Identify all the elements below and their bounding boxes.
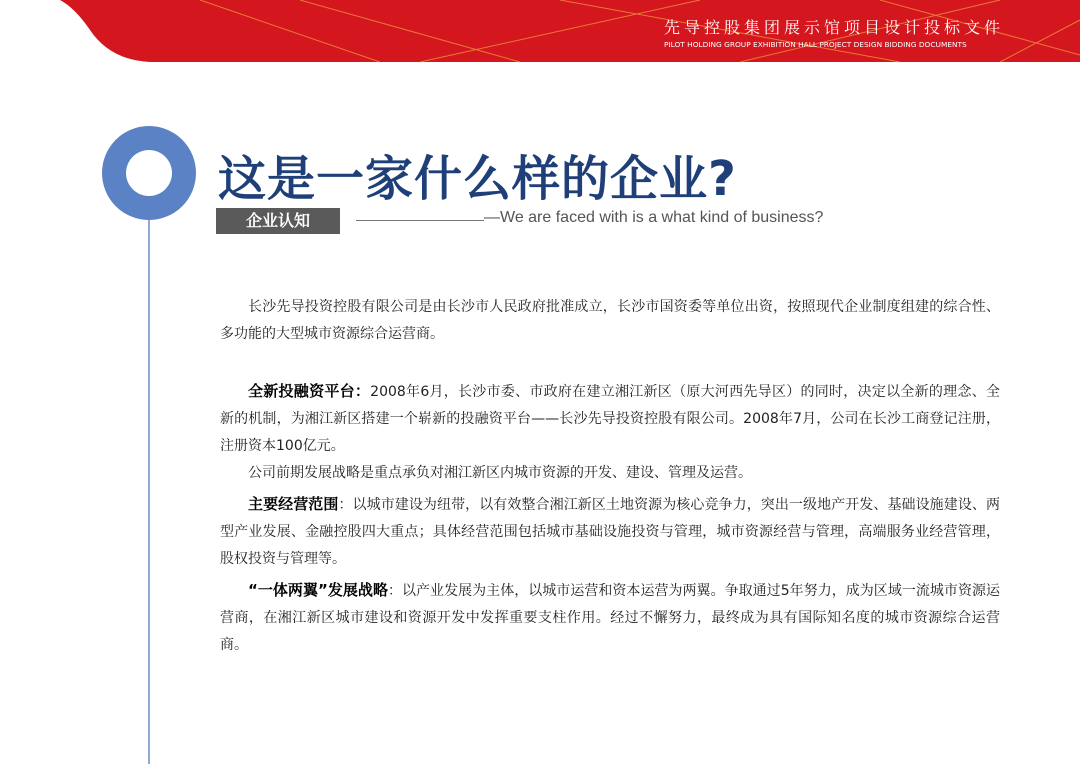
circle-icon-center [126, 150, 172, 196]
platform-label: 全新投融资平台： [248, 382, 371, 400]
subtitle-divider [356, 220, 484, 221]
wings-paragraph [220, 577, 1000, 659]
header-title-en: PILOT HOLDING GROUP EXHIBITION HALL PROJECT DESIGN BIDDING DOCUMENTS [663, 40, 967, 49]
timeline-line [148, 200, 150, 764]
scope-text: ：以城市建设为纽带，以有效整合湘江新区土地资源为核心竞争力，突出一级地产开发、基础设施建设、两型产业发展、金融控股四大重点；具体经营范围包括城市基础设施投资与管理，城市资源经营与管理，高端服务业经营管理，股权投资与管理等。 [220, 497, 1000, 567]
scope-label: 主要经营范围 [248, 495, 339, 513]
page-title: 这是一家什么样的企业? [218, 151, 737, 207]
header-banner [0, 0, 1080, 64]
wings-text: ：以产业发展为主体，以城市运营和资本运营为两翼。争取通过5年努力，成为区域一流城市资源运营商，在湘江新区城市建设和资源开发中发挥重要支柱作用。经过不懈努力，最终成为具有国际知名度的城市资源综合运营商。 [220, 583, 1001, 653]
platform-text: 2008年6月，长沙市委、市政府在建立湘江新区（原大河西先导区）的同时，决定以全新的理念、全新的机制，为湘江新区搭建一个崭新的投融资平台——长沙先导投资控股有限公司。2008年7月，公司在长沙工商登记注册，注册资本100亿元。 [220, 384, 1000, 454]
header-title-cn: 先导控股集团展示馆项目设计投标文件 [663, 18, 1004, 37]
header-titles [664, 18, 1004, 50]
page-subtitle: —We are faced with is a what kind of business? [484, 209, 824, 226]
section-tag: 企业认知 [216, 208, 340, 234]
intro-paragraph: 长沙先导投资控股有限公司是由长沙市人民政府批准成立，长沙市国资委等单位出资，按照现代企业制度组建的综合性、多功能的大型城市资源综合运营商。 [220, 299, 1000, 342]
content-body [220, 294, 1000, 659]
wings-label: “一体两翼”发展战略 [248, 581, 388, 599]
strategy-paragraph: 公司前期发展战略是重点承负对湘江新区内城市资源的开发、建设、管理及运营。 [248, 465, 752, 481]
scope-paragraph [220, 491, 1000, 573]
platform-paragraph [220, 378, 1000, 460]
